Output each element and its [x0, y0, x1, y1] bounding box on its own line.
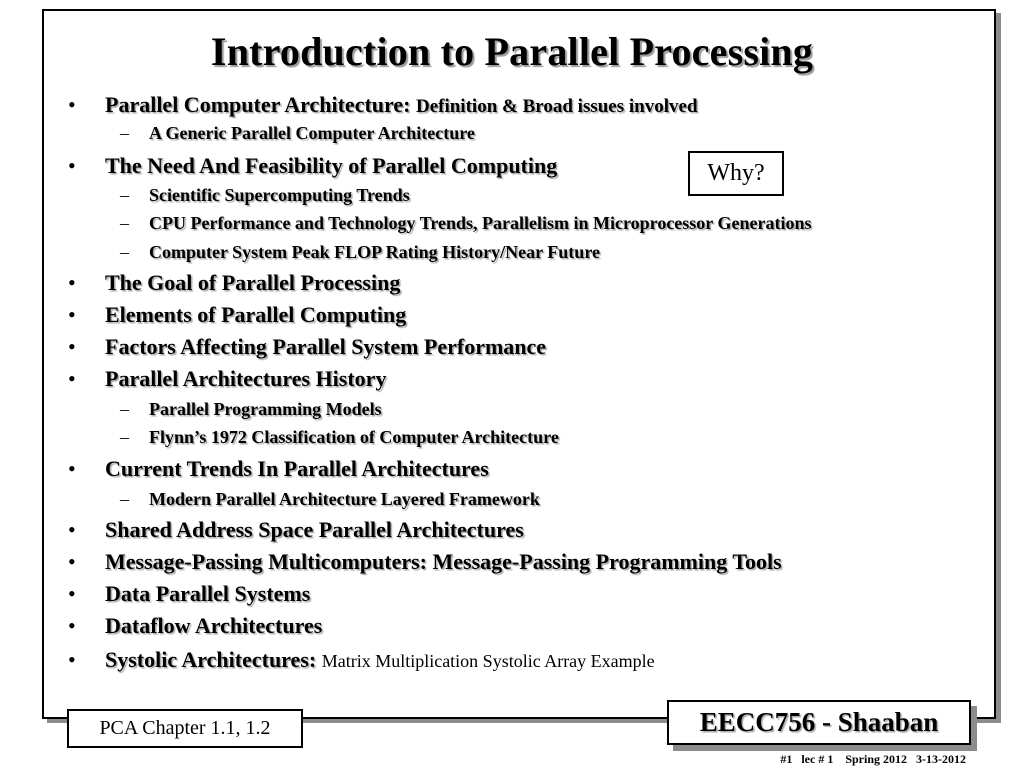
bullet-text [149, 242, 600, 263]
bullet-marker: • [68, 92, 76, 117]
bullet-tail-text: Matrix Multiplication Systolic Array Example [321, 651, 655, 671]
bullet-text [149, 399, 382, 420]
bullet-main-text: Systolic Architectures: [105, 647, 322, 672]
bullet-main-text: Computer System Peak FLOP Rating History/Near Future [149, 242, 600, 262]
bullet-text [105, 334, 546, 360]
bullet-text [149, 427, 559, 448]
bullet-tail-text: Definition & Broad issues involved [415, 96, 698, 117]
bullet-text [149, 185, 410, 206]
bullet-main-text: Elements of Parallel Computing [105, 302, 407, 327]
bullet-main-text: Shared Address Space Parallel Architectures [105, 517, 524, 542]
bullet-text [105, 549, 782, 575]
bullet-text [105, 581, 310, 607]
sub-bullet-marker: – [120, 427, 129, 447]
bullet-main-text: The Goal of Parallel Processing [105, 270, 401, 295]
bullet-marker: • [68, 647, 76, 672]
bullet-marker: • [68, 153, 76, 178]
slide-footer: #1 lec # 1 Spring 2012 3-13-2012 [780, 752, 966, 766]
bullet-marker: • [68, 456, 76, 481]
bullet-text [105, 647, 655, 673]
bullet-main-text: Dataflow Architectures [105, 613, 323, 638]
bullet-text [149, 489, 540, 510]
bullet-text [105, 613, 322, 639]
bullet-text [105, 366, 386, 392]
sub-bullet-marker: – [120, 213, 129, 233]
why-callout: Why? [688, 151, 784, 196]
bullet-main-text: Parallel Programming Models [149, 399, 382, 419]
bullet-text [149, 123, 475, 144]
bullet-main-text: Scientific Supercomputing Trends [149, 185, 410, 205]
bullet-marker: • [68, 366, 76, 391]
sub-bullet-marker: – [120, 242, 129, 262]
bullet-main-text: Data Parallel Systems [105, 581, 311, 606]
bullet-marker: • [68, 549, 76, 574]
bullet-main-text: Parallel Computer Architecture: [105, 92, 416, 117]
bullet-main-text: Flynn’s 1972 Classification of Computer Architecture [149, 427, 559, 447]
sub-bullet-marker: – [120, 489, 129, 509]
bullet-marker: • [68, 517, 76, 542]
bullet-marker: • [68, 613, 76, 638]
bullet-main-text: A Generic Parallel Computer Architecture [149, 123, 475, 143]
bullet-main-text: The Need And Feasibility of Parallel Computing [105, 153, 558, 178]
bullet-text [105, 153, 557, 179]
sub-bullet-marker: – [120, 185, 129, 205]
bullet-main-text: CPU Performance and Technology Trends, Parallelism in Microprocessor Generations [149, 213, 812, 233]
bullet-text [105, 270, 400, 296]
bullet-text [105, 302, 406, 328]
bullet-main-text: Message-Passing Multicomputers: Message-Passing Programming Tools [105, 549, 782, 574]
bullet-main-text: Factors Affecting Parallel System Performance [105, 334, 547, 359]
sub-bullet-marker: – [120, 399, 129, 419]
bullet-main-text: Parallel Architectures History [105, 366, 387, 391]
course-label-box: EECC756 - Shaaban [667, 700, 971, 745]
bullet-main-text: Current Trends In Parallel Architectures [105, 456, 489, 481]
slide-title: Introduction to Parallel Processing [210, 29, 814, 74]
bullet-text [105, 517, 524, 543]
bullet-marker: • [68, 334, 76, 359]
bullet-marker: • [68, 270, 76, 295]
bullet-text [105, 456, 489, 482]
bullet-text [105, 92, 698, 118]
bullet-marker: • [68, 302, 76, 327]
chapter-reference-box: PCA Chapter 1.1, 1.2 [67, 709, 303, 748]
bullet-main-text: Modern Parallel Architecture Layered Framework [149, 489, 540, 509]
bullet-text [149, 213, 811, 234]
bullet-marker: • [68, 581, 76, 606]
sub-bullet-marker: – [120, 123, 129, 143]
